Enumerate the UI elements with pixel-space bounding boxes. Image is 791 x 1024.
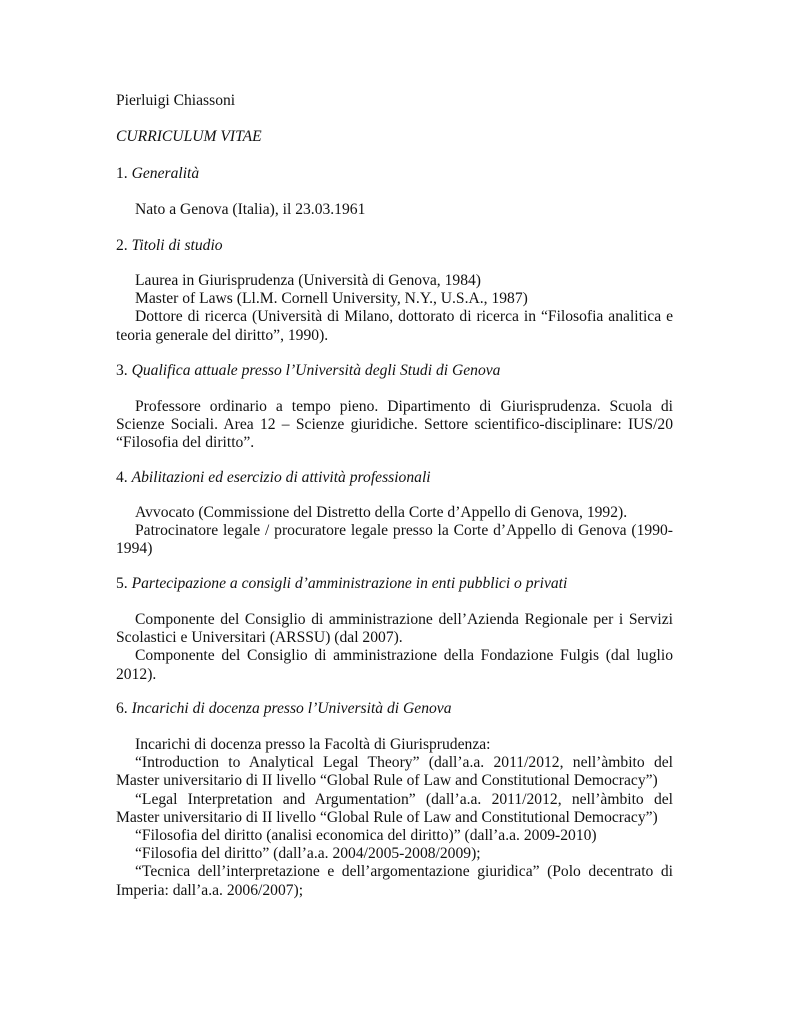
board-item: Componente del Consiglio di amministrazione della Fondazione Fulgis (dal luglio 2012).	[116, 647, 673, 683]
section-body-1	[116, 201, 673, 219]
board-item: Componente del Consiglio di amministrazione dell’Azienda Regionale per i Servizi Scolastici e Universitari (ARSSU) (dal 2007).	[116, 611, 673, 647]
section-heading-6	[116, 700, 673, 718]
section-title: Generalità	[131, 165, 200, 182]
section-number: 1.	[116, 165, 128, 182]
section-number: 2.	[116, 237, 128, 254]
section-heading-5	[116, 575, 673, 593]
qualification-item: Patrocinatore legale / procuratore legale presso la Corte d’Appello di Genova (1990-1994)	[116, 522, 673, 558]
degree-item: Master of Laws (Ll.M. Cornell University, N.Y., U.S.A., 1987)	[135, 290, 528, 308]
birth-info: Nato a Genova (Italia), il 23.03.1961	[135, 201, 366, 218]
qualification-item: Avvocato (Commissione del Distretto della Corte d’Appello di Genova, 1992).	[135, 504, 628, 521]
section-title: Partecipazione a consigli d’amministrazione in enti pubblici o privati	[131, 575, 568, 592]
document-title: CURRICULUM VITAE	[116, 128, 262, 145]
degree-item: Dottore di ricerca (Università di Milano, dottorato di ricerca in “Filosofia analitica e teoria generale del diritto”, 1990).	[116, 308, 673, 344]
section-number: 6.	[116, 700, 128, 717]
position-paragraph: Professore ordinario a tempo pieno. Dipartimento di Giurisprudenza. Scuola di Scienze Sociali. Area 12 – Scienze giuridiche. Settore scientifico-disciplinare: IUS/20 “Filosofia del diritto”.	[116, 398, 673, 452]
section-body-3	[116, 398, 673, 453]
teaching-item: “Tecnica dell’interpretazione e dell’argomentazione giuridica” (Polo decentrato di Imperia: dall’a.a. 2006/2007);	[116, 863, 673, 899]
degree-item: Laurea in Giurisprudenza (Università di Genova, 1984)	[135, 272, 481, 289]
section-heading-4	[116, 469, 673, 487]
section-title: Incarichi di docenza presso l’Università di Genova	[131, 700, 452, 717]
section-heading-2	[116, 237, 673, 255]
teaching-item: “Introduction to Analytical Legal Theory” (dall’a.a. 2011/2012, nell’àmbito del Master universitario di II livello “Global Rule of Law and Constitutional Democracy”)	[116, 754, 673, 790]
teaching-item: “Filosofia del diritto (analisi economica del diritto)” (dall’a.a. 2009-2010)	[135, 827, 597, 845]
section-number: 4.	[116, 469, 128, 486]
author-name: Pierluigi Chiassoni	[116, 92, 236, 109]
section-number: 3.	[116, 362, 128, 379]
section-body-6	[116, 736, 673, 900]
section-heading-3	[116, 362, 673, 380]
section-heading-1	[116, 165, 673, 183]
section-title: Titoli di studio	[131, 237, 223, 254]
section-number: 5.	[116, 575, 128, 592]
section-title: Abilitazioni ed esercizio di attività professionali	[131, 469, 431, 486]
section-body-4	[116, 504, 673, 559]
teaching-item: “Filosofia del diritto” (dall’a.a. 2004/2005-2008/2009);	[135, 845, 481, 863]
section-body-2	[116, 272, 673, 345]
section-body-5	[116, 611, 673, 684]
teaching-intro: Incarichi di docenza presso la Facoltà di Giurisprudenza:	[135, 736, 491, 753]
teaching-item: “Legal Interpretation and Argumentation” (dall’a.a. 2011/2012, nell’àmbito del Master universitario di II livello “Global Rule of Law and Constitutional Democracy”)	[116, 790, 673, 826]
section-title: Qualifica attuale presso l’Università degli Studi di Genova	[131, 362, 501, 379]
